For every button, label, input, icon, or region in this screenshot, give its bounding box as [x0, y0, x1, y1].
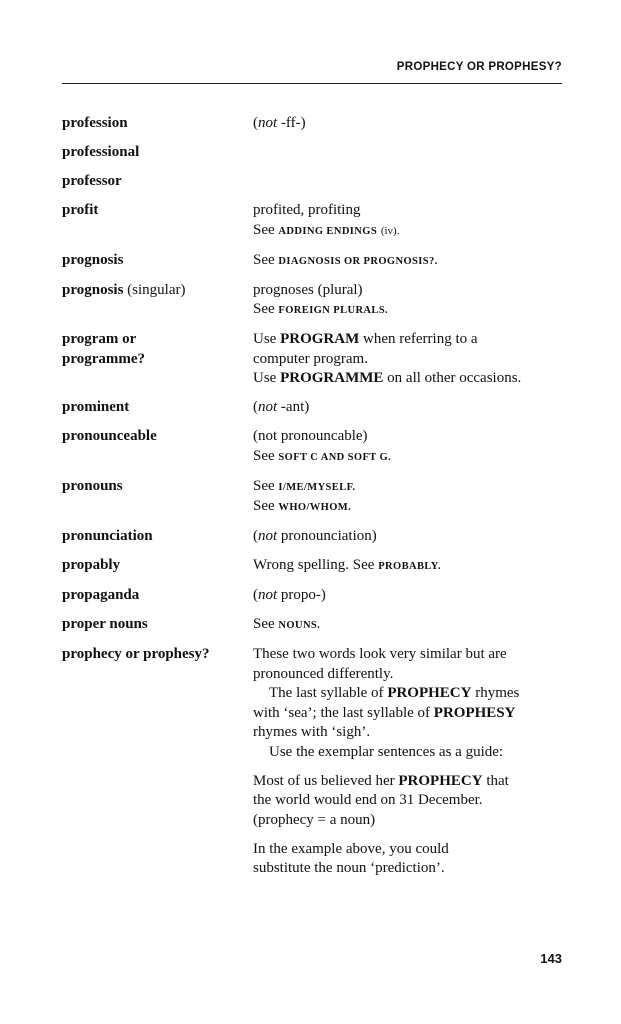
entry-definition: Wrong spelling. See PROBABLY. [253, 557, 441, 573]
entry-term: propably [62, 557, 121, 573]
entry-propably [62, 556, 562, 577]
cross-reference: SOFT C AND SOFT G. [278, 451, 392, 463]
running-head: PROPHECY OR PROPHESY? [396, 61, 562, 73]
cross-reference: WHO/WHOM. [278, 502, 352, 513]
entry-profit [62, 201, 562, 241]
entry-prognosis-singular [62, 281, 562, 321]
entry-term: pronounceable [62, 428, 157, 444]
entry-term: program or programme? [62, 331, 146, 367]
dictionary-entries [62, 114, 562, 888]
entry-definition: (not -ant) [253, 399, 310, 415]
entry-prophecy-or-prophesy [62, 645, 562, 879]
entry-propaganda [62, 586, 562, 606]
cross-reference: PROBABLY. [378, 561, 441, 572]
entry-term: propaganda [62, 587, 140, 603]
entry-definition: (not pronounciation) [253, 528, 377, 544]
entry-definition: (not pronouncable) See SOFT C AND SOFT G. [253, 428, 392, 464]
cross-reference: DIAGNOSIS OR PROGNOSIS?. [278, 255, 438, 267]
cross-reference: FOREIGN PLURALS. [278, 305, 389, 316]
entry-term: prominent [62, 399, 130, 415]
entry-definition: prognoses (plural) See FOREIGN PLURALS. [253, 281, 389, 317]
entry-term: profit [62, 202, 99, 218]
cross-reference: NOUNS. [278, 620, 321, 631]
entry-definition: profited, profiting See ADDING ENDINGS (iv). [253, 202, 400, 238]
example-sentence: Most of us believed her PROPHECY that [253, 772, 509, 789]
entry-term: pronouns [62, 477, 123, 494]
entry-definition: Use PROGRAM when referring to a computer program. Use PROGRAMME on all other occasions. [253, 331, 522, 386]
entry-term: prognosis (singular) [62, 281, 186, 298]
cross-reference: I/ME/MYSELF. [278, 481, 356, 493]
entry-pronounceable [62, 427, 562, 467]
entry-pronouns [62, 477, 562, 518]
entry-definition: These two words look very similar but are pronounced differently. The last syllable of PROPHECY rhymes with ‘sea’; the last syllable of PROPHESY rhymes with ‘sigh’. Use the exemplar sentences as a guide: Most of us believed her PROPHECY that the world would end on 31 December. (prophecy = a noun) In the example above, you could substitute the noun ‘prediction’. [253, 645, 562, 879]
header-rule [62, 83, 562, 84]
entry-prominent [62, 398, 562, 418]
entry-definition: See NOUNS. [253, 616, 321, 632]
entry-definition: See DIAGNOSIS OR PROGNOSIS?. [253, 251, 438, 268]
entry-term: professional [62, 144, 140, 160]
entry-definition: See I/ME/MYSELF. See WHO/WHOM. [253, 477, 356, 514]
entry-term: proper nouns [62, 616, 148, 632]
cross-reference: ADDING ENDINGS [278, 225, 378, 237]
entry-proper-nouns [62, 615, 562, 636]
example-note: In the example above, you could [253, 840, 449, 857]
entry-definition: (not propo-) [253, 587, 326, 603]
entry-professor [62, 172, 562, 192]
entry-professional [62, 143, 562, 163]
entry-term: professor [62, 173, 122, 189]
page-number: 143 [540, 951, 562, 966]
entry-program-or-programme [62, 330, 562, 389]
entry-term: prognosis [62, 251, 124, 268]
entry-profession [62, 114, 562, 134]
entry-pronunciation [62, 527, 562, 547]
entry-term: pronunciation [62, 528, 153, 544]
entry-definition: (not -ff-) [253, 115, 306, 131]
entry-prognosis [62, 251, 562, 272]
entry-term: profession [62, 115, 128, 131]
entry-term: prophecy or prophesy? [62, 646, 210, 662]
